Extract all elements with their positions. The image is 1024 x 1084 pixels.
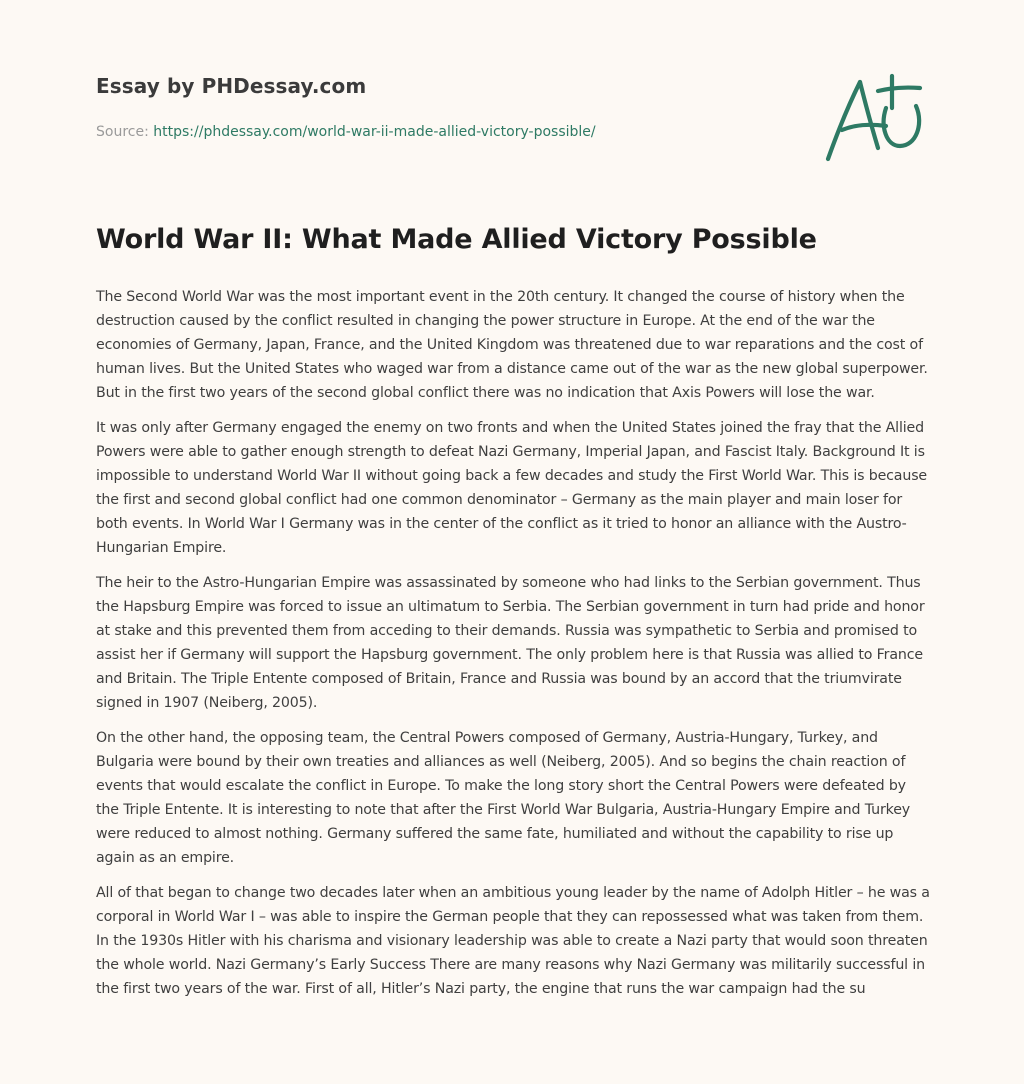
paragraph: It was only after Germany engaged the enemy on two fronts and when the United States joined the fray that the Allied Powers were able to gather enough strength to defeat Nazi Germany, Imperial Japan, and Fascist Italy. Background It is impossible to understand World War II without going back a few decades and study the First World War. This is because the first and second global conflict had one common denominator – Germany as the main player and main loser for both events. In World War I Germany was in the center of the conflict as it tried to honor an alliance with the Austro-Hungarian Empire. [96, 420, 928, 556]
source-link[interactable]: https://phdessay.com/world-war-ii-made-allied-victory-possible/ [153, 124, 596, 140]
a-plus-logo-icon [820, 66, 930, 166]
paragraph: The Second World War was the most important event in the 20th century. It changed the course of history when the destruction caused by the conflict resulted in changing the power structure in Europe. At the end of the war the economies of Germany, Japan, France, and the United Kingdom was threatened due to war reparations and the cost of human lives. But the United States who waged war from a distance came out of the war as the new global superpower. But in the first two years of the second global conflict there was no indication that Axis Powers will lose the war. [96, 289, 928, 401]
essay-body [96, 285, 932, 1012]
paragraph: On the other hand, the opposing team, the Central Powers composed of Germany, Austria-Hungary, Turkey, and Bulgaria were bound by their own treaties and alliances as well (Neiberg, 2005). And so begins the chain reaction of events that would escalate the conflict in Europe. To make the long story short the Central Powers were defeated by the Triple Entente. It is interesting to note that after the First World War Bulgaria, Austria-Hungary Empire and Turkey were reduced to almost nothing. Germany suffered the same fate, humiliated and without the capability to rise up again as an empire. [96, 730, 911, 866]
paragraph: All of that began to change two decades later when an ambitious young leader by the name of Adolph Hitler – he was a corporal in World War I – was able to inspire the German people that they can repossessed what was taken from them. In the 1930s Hitler with his charisma and visionary leadership was able to create a Nazi party that would soon threaten the whole world. Nazi Germany’s Early Success There are many reasons why Nazi Germany was militarily successful in the first two years of the war. First of all, Hitler’s Nazi party, the engine that runs the war campaign had the su [96, 885, 930, 997]
source-label: Source: [96, 124, 154, 140]
brand-title: Essay by PHDessay.com [96, 74, 367, 98]
essay-header [96, 74, 656, 140]
paragraph: The heir to the Astro-Hungarian Empire was assassinated by someone who had links to the Serbian government. Thus the Hapsburg Empire was forced to issue an ultimatum to Serbia. The Serbian government in turn had pride and honor at stake and this prevented them from acceding to their demands. Russia was sympathetic to Serbia and promised to assist her if Germany will support the Hapsburg government. The only problem here is that Russia was allied to France and Britain. The Triple Entente composed of Britain, France and Russia was bound by an accord that the triumvirate signed in 1907 (Neiberg, 2005). [96, 575, 925, 711]
essay-title: World War II: What Made Allied Victory Possible [96, 224, 817, 255]
source-line [96, 124, 596, 140]
